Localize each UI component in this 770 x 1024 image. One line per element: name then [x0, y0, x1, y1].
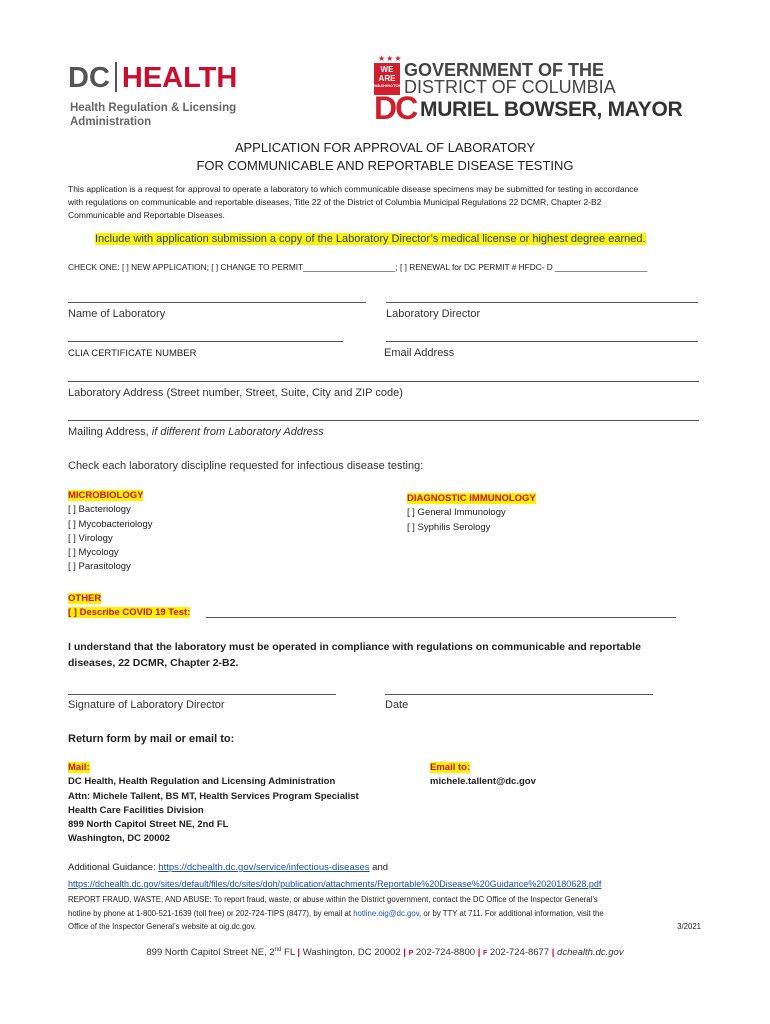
- fraud-line2a: hotline by phone at 1-800-521-1639 (toll free) or 202-724-TIPS (8477), by email at: [68, 908, 354, 918]
- guidance-link2[interactable]: https://dchealth.dc.gov/sites/default/files/dc/sites/doh/publication/attachments/Reportable%20Disease%20Guidance%2020180628.pdf: [68, 879, 602, 889]
- mail-line4: 899 North Capitol Street NE, 2nd FL: [68, 819, 229, 831]
- other-section: [68, 592, 190, 620]
- footer-address: 899 North Capitol Street NE, 2: [146, 947, 275, 959]
- mailing-address-line[interactable]: [68, 420, 699, 421]
- mailing-address-label: [68, 426, 324, 438]
- notice-highlight: Include with application submission a copy of the Laboratory Director’s medical license or highest degree earned.: [95, 233, 646, 245]
- immuno-syphilis[interactable]: [ ] Syphilis Serology: [407, 521, 491, 533]
- covid-test-checkbox[interactable]: [ ] Describe COVID 19 Test:: [68, 607, 191, 618]
- email-to-value[interactable]: michele.tallent@dc.gov: [430, 776, 536, 788]
- mailing-address-italic: if different from Laboratory Address: [151, 426, 324, 438]
- footer-phone: 202-724-8800: [415, 947, 476, 959]
- dc-health-logo: [68, 62, 237, 95]
- mail-label: Mail:: [68, 762, 90, 773]
- title-line1: APPLICATION FOR APPROVAL OF LABORATORY: [234, 140, 536, 155]
- gov-line3: MURIEL BOWSER, MAYOR: [420, 98, 683, 121]
- footer-separator: |: [403, 947, 406, 959]
- email-section: [430, 761, 536, 790]
- gov-line1: GOVERNMENT OF THE: [404, 60, 605, 80]
- notice-text: [95, 233, 646, 245]
- fraud-line2b: , or by TTY at 711. For additional information, visit the: [419, 908, 604, 918]
- fraud-hotline-email[interactable]: hotline.oig@dc.gov: [353, 908, 420, 918]
- guidance-section: [68, 860, 601, 892]
- gov-dc-mark: DC: [374, 90, 417, 126]
- micro-virology[interactable]: [ ] Virology: [68, 532, 113, 544]
- footer-fax-label: F: [483, 950, 488, 958]
- immunology-heading: DIAGNOSTIC IMMUNOLOGY: [407, 493, 536, 504]
- compliance-statement: [68, 639, 641, 671]
- fraud-notice: [68, 893, 701, 934]
- footer-fl: FL: [281, 947, 295, 959]
- micro-parasitology[interactable]: [ ] Parasitology: [68, 561, 131, 573]
- check-one-row[interactable]: CHECK ONE: [ ] NEW APPLICATION; [ ] CHANGE TO PERMIT____________________; [ ] RENEWAL for DC PERMIT # HFDC- D ____________________: [68, 262, 648, 272]
- fraud-line1: REPORT FRAUD, WASTE, AND ABUSE: To report fraud, waste, or abuse within the District government, contact the DC Office of the Inspector General’s: [68, 895, 598, 904]
- date-label: Date: [385, 699, 409, 711]
- dc-logo-left: DC: [68, 62, 110, 94]
- covid-test-line[interactable]: [206, 617, 676, 618]
- logo-sub-line2: Administration: [70, 116, 152, 128]
- footer-phone-label: P: [408, 950, 414, 958]
- gov-line2: DISTRICT OF COLUMBIA: [404, 77, 616, 97]
- dc-logo-right: HEALTH: [121, 62, 238, 94]
- lab-address-line[interactable]: [68, 381, 699, 382]
- microbiology-section: [68, 489, 152, 575]
- fraud-line3: Office of the Inspector General’s website at oig.dc.gov.: [68, 922, 257, 931]
- guidance-link1[interactable]: https://dchealth.dc.gov/service/infectious-diseases: [158, 862, 370, 873]
- compliance-line2: diseases, 22 DCMR, Chapter 2-B2.: [68, 657, 239, 669]
- mail-line2: Attn: Michele Tallent, BS MT, Health Services Program Specialist: [68, 790, 359, 802]
- mail-line3: Health Care Facilities Division: [68, 804, 204, 816]
- microbiology-heading: MICROBIOLOGY: [68, 490, 144, 501]
- footer-separator: |: [551, 947, 555, 959]
- title-line2: FOR COMMUNICABLE AND REPORTABLE DISEASE TESTING: [196, 158, 574, 173]
- footer-fax: 202-724-8677: [489, 947, 550, 959]
- intro-line3: Communicable and Reportable Diseases.: [68, 210, 225, 220]
- lab-name-line[interactable]: [68, 302, 366, 303]
- email-label: Email Address: [384, 347, 455, 359]
- signature-line[interactable]: [68, 694, 336, 695]
- immuno-general[interactable]: [ ] General Immunology: [407, 507, 506, 519]
- footer-city: Washington, DC 20002: [302, 947, 401, 959]
- dc-health-logo-subtitle: [70, 101, 236, 129]
- intro-line1: This application is a request for approval to operate a laboratory to which communicable disease specimens may be submitted for testing in accordance: [68, 184, 639, 194]
- guidance-and: and: [369, 862, 389, 873]
- lab-address-label: Laboratory Address (Street number, Street, Suite, City and ZIP code): [68, 387, 403, 399]
- guidance-prefix: Additional Guidance:: [68, 862, 159, 873]
- micro-mycology[interactable]: [ ] Mycology: [68, 547, 119, 559]
- other-heading: OTHER: [68, 593, 102, 604]
- discipline-prompt: Check each laboratory discipline requested for infectious disease testing:: [68, 460, 424, 472]
- mail-line1: DC Health, Health Regulation and Licensing Administration: [68, 776, 336, 788]
- footer-website[interactable]: dchealth.dc.gov: [557, 947, 624, 959]
- we-are-text: WE ARE: [378, 65, 396, 83]
- return-heading: Return form by mail or email to:: [68, 733, 235, 745]
- mail-section: [68, 761, 359, 847]
- mail-line5: Washington, DC 20002: [68, 833, 171, 845]
- clia-line[interactable]: [68, 341, 343, 342]
- lab-name-label: Name of Laboratory: [68, 308, 166, 320]
- clia-label: CLIA CERTIFICATE NUMBER: [68, 348, 197, 359]
- footer-bar: [0, 947, 770, 958]
- compliance-line1: I understand that the laboratory must be operated in compliance with regulations on communicable and reportable: [68, 641, 641, 653]
- intro-line2: with regulations on communicable and reportable diseases, Title 22 of the District of Columbia Municipal Regulations 22 DCMR, Chapter 2-B2: [68, 197, 602, 207]
- footer-sup: nd: [274, 947, 282, 953]
- footer-separator: |: [297, 947, 301, 959]
- flag-stars-icon: ★★★: [378, 54, 403, 63]
- immunology-section: [407, 492, 536, 535]
- logo-sub-line1: Health Regulation & Licensing: [70, 102, 237, 114]
- lab-director-label: Laboratory Director: [386, 308, 481, 320]
- date-line[interactable]: [385, 694, 653, 695]
- form-date: 3/2021: [677, 922, 701, 931]
- email-to-label: Email to:: [430, 762, 471, 773]
- micro-bacteriology[interactable]: [ ] Bacteriology: [68, 504, 131, 516]
- lab-director-line[interactable]: [386, 302, 698, 303]
- intro-paragraph: [68, 183, 708, 222]
- signature-label: Signature of Laboratory Director: [68, 699, 225, 711]
- footer-separator: |: [477, 947, 481, 959]
- logo-divider: [115, 62, 117, 92]
- email-line[interactable]: [386, 341, 698, 342]
- mailing-address-text: Mailing Address,: [68, 426, 152, 438]
- micro-mycobacteriology[interactable]: [ ] Mycobacteriology: [68, 518, 153, 530]
- washington-text: WASHINGTON: [374, 83, 402, 88]
